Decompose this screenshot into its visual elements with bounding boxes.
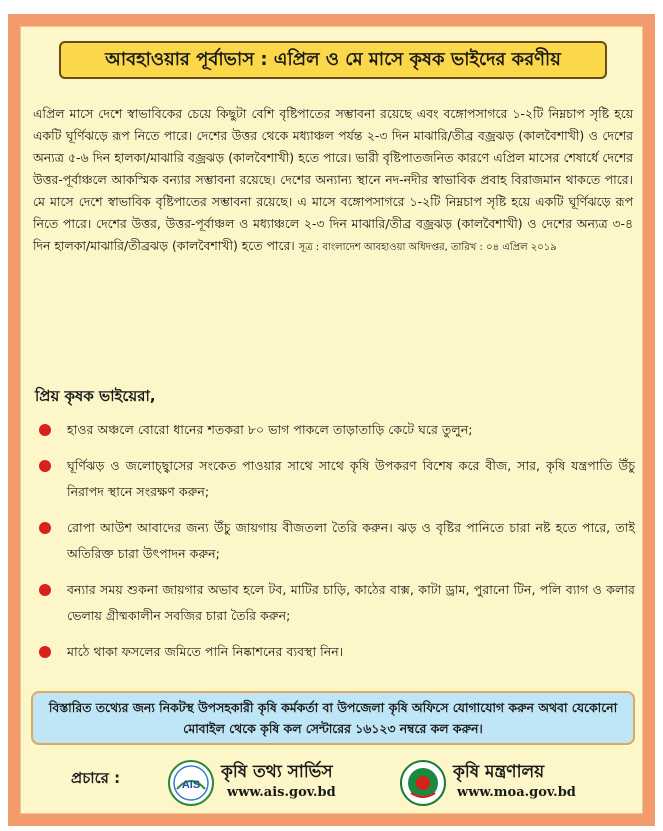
list-item-text: মাঠে থাকা ফসলের জমিতে পানি নিষ্কাশনের ব্যবস্থা নিন। xyxy=(67,644,344,659)
bullet-icon xyxy=(39,584,51,596)
ais-name: কৃষি তথ্য সার্ভিস xyxy=(221,762,333,782)
moa-url[interactable]: www.moa.gov.bd xyxy=(457,785,576,800)
list-item-text: ঘূর্ণিঝড় ও জলোচ্ছ্বাসের সংকেত পাওয়ার সাথে সাথে কৃষি উপকরণ বিশেষ করে বীজ, সার, কৃষি যন্ত্রপাতি উঁচু নিরাপদ স্থানে সংরক্ষণ করুন; xyxy=(67,458,635,499)
government-emblem-icon xyxy=(399,759,447,807)
top-strip xyxy=(0,0,663,10)
list-item-text: রোপা আউশ আবাদের জন্য উঁচু জায়গায় বীজতলা তৈরি করুন। ঝড় ও বৃষ্টির পানিতে চারা নষ্ট হতে পারে, তাই অতিরিক্ত চারা উৎপাদন করুন; xyxy=(67,520,635,561)
footer xyxy=(21,757,644,813)
page-title: আবহাওয়ার পূর্বাভাস : এপ্রিল ও মে মাসে কৃষক ভাইদের করণীয় xyxy=(105,48,561,70)
list-item xyxy=(33,453,635,505)
bullet-icon xyxy=(39,424,51,436)
list-item xyxy=(33,639,635,665)
forecast-text: এপ্রিল মাসে দেশে স্বাভাবিকের চেয়ে কিছুটা বেশি বৃষ্টিপাতের সম্ভাবনা রয়েছে এবং বঙ্গোপসাগরে ১-২টি নিম্নচাপ সৃষ্টি হয়ে একটি ঘূর্ণিঝড়ে রূপ নিতে পারে। দেশের উত্তর থেকে মধ্যাঞ্চল পর্যন্ত ২-৩ দিন মাঝারি/তীব্র বজ্রঝড় (কালবৈশাখী) ও দেশের অন্যত্র ৫-৬ দিন হালকা/মাঝারি বজ্রঝড় (কালবৈশাখী) হতে পারে। ভারী বৃষ্টিপাতজনিত কারণে এপ্রিল মাসের শেষার্ধে দেশের উত্তর-পূর্বাঞ্চলে আকস্মিক বন্যার সম্ভাবনা রয়েছে। দেশের অন্যান্য স্থানে নদ-নদীর স্বাভাবিক প্রবাহ বিরাজমান থাকতে পারে। মে মাসে দেশে স্বাভাবিক বৃষ্টিপাতের সম্ভাবনা রয়েছে। এ মাসে বঙ্গোপসাগরে ১-২টি নিম্নচাপ সৃষ্টি হয়ে একটি ঘূর্ণিঝড়ে রূপ নিতে পারে। দেশের উত্তর, উত্তর-পূর্বাঞ্চল ও মধ্যাঞ্চলে ২-৩ দিন মাঝারি/তীব্র বজ্রঝড় (কালবৈশাখী) ও দেশের অন্যত্র ৩-৪ দিন হালকা/মাঝারি/তীব্রঝড় (কালবৈশাখী) হতে পারে। xyxy=(33,106,633,253)
title-banner xyxy=(59,41,607,79)
moa-name: কৃষি মন্ত্রণালয় xyxy=(453,762,545,782)
call-center-notice xyxy=(31,691,635,745)
bullet-icon xyxy=(39,460,51,472)
list-item xyxy=(33,515,635,567)
poster-panel xyxy=(20,26,643,814)
list-item-text: হাওর অঞ্চলে বোরো ধানের শতকরা ৮০ ভাগ পাকলে তাড়াতাড়ি কেটে ঘরে তুলুন; xyxy=(67,422,473,437)
poster-frame xyxy=(8,14,655,826)
list-item-text: বন্যার সময় শুকনা জায়গার অভাব হলে টব, মাটির চাড়ি, কাঠের বাক্স, কাটা ড্রাম, পুরানো টিন, পলি ব্যাগ ও কলার ভেলায় গ্রীষ্মকালীন সবজির চারা তৈরি করুন; xyxy=(67,582,635,623)
greeting: প্রিয় কৃষক ভাইয়েরা, xyxy=(35,387,156,405)
ais-url[interactable]: www.ais.gov.bd xyxy=(227,785,336,800)
promo-label: প্রচারে : xyxy=(71,769,121,787)
list-item xyxy=(33,417,635,443)
bullet-icon xyxy=(39,522,51,534)
ais-logo-text: AIS xyxy=(181,779,201,791)
advice-list xyxy=(33,417,635,675)
source-note: সূত্র : বাংলাদেশ আবহাওয়া অধিদপ্তর, তারিখ : ০৪ এপ্রিল ২০১৯ xyxy=(298,242,557,253)
notice-text: বিস্তারিত তথ্যের জন্য নিকটস্থ উপসহকারী কৃষি কর্মকর্তা বা উপজেলা কৃষি অফিসে যোগাযোগ করুন অথবা যেকোনো মোবাইল থেকে কৃষি কল সেন্টারের ১৬১২৩ নম্বরে কল করুন। xyxy=(48,700,618,736)
bullet-icon xyxy=(39,646,51,658)
list-item xyxy=(33,577,635,629)
ais-logo-icon xyxy=(167,759,215,807)
forecast-paragraph xyxy=(33,103,633,259)
